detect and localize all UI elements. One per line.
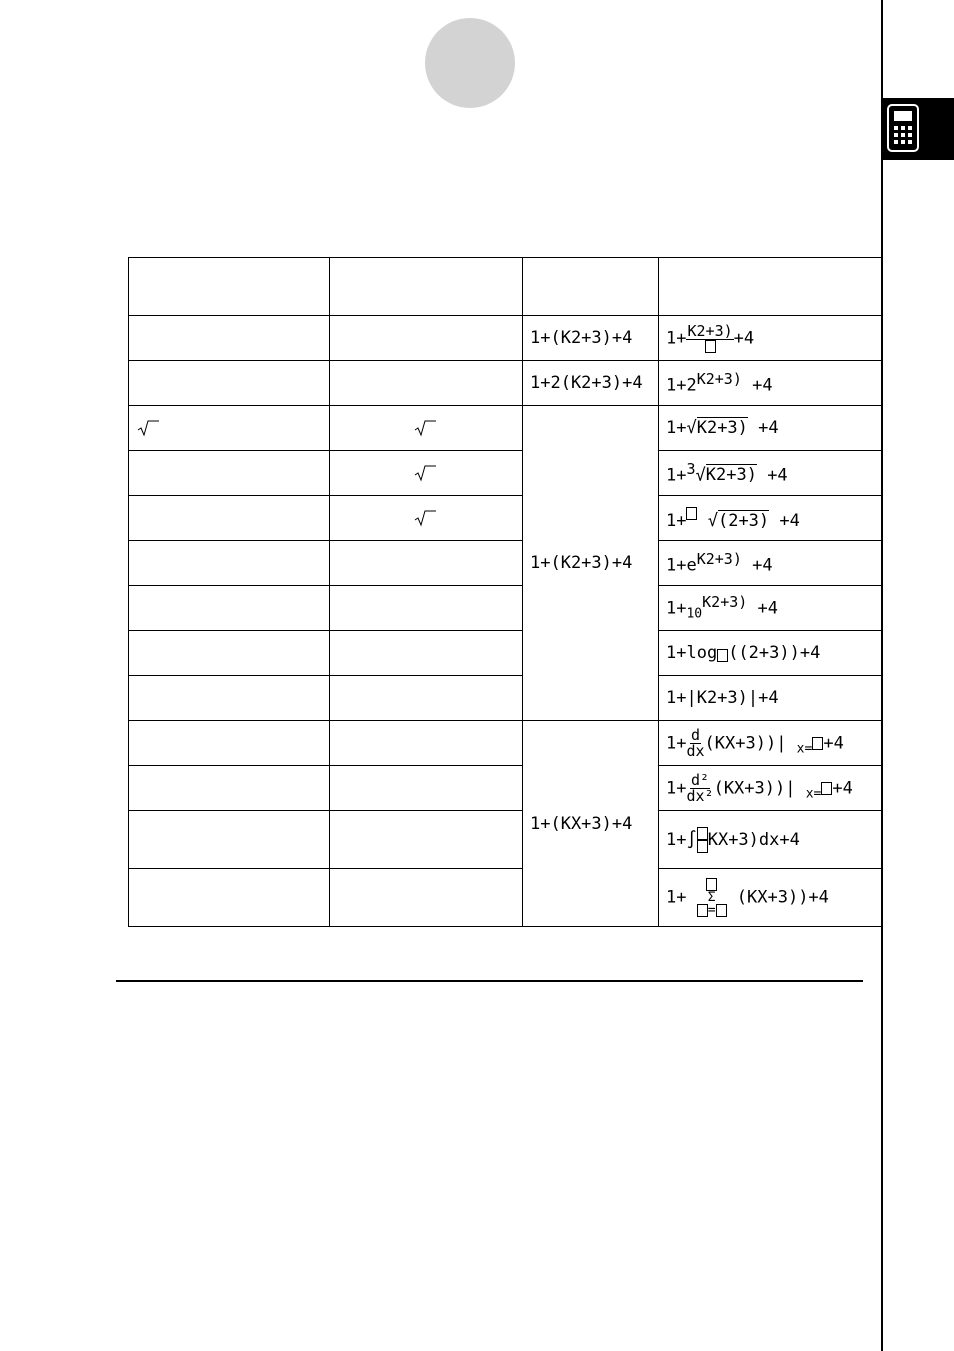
- reference-table: [128, 257, 882, 927]
- input-expression: 1+(K2+3)+4: [523, 406, 659, 721]
- table-row: [129, 811, 882, 869]
- input-expression: 1+(K2+3)+4: [523, 316, 659, 361]
- calculator-icon: [887, 104, 919, 152]
- root-icon: [414, 419, 438, 437]
- input-expression: 1+2(K2+3)+4: [523, 361, 659, 406]
- display-sqrt: 1+√K2+3) +4: [659, 406, 882, 451]
- table-row: [129, 766, 882, 811]
- table-row: [129, 496, 882, 541]
- chapter-marker: [425, 18, 515, 108]
- input-expression: 1+(KX+3)+4: [523, 721, 659, 927]
- display-summation: 1+ Σ = (KX+3))+4: [659, 869, 882, 927]
- table-row: [129, 451, 882, 496]
- display-log: 1+log ((2+3))+4: [659, 631, 882, 676]
- table-row: [129, 869, 882, 927]
- table-row: [129, 676, 882, 721]
- display-power: $1+2^{K2+3)} +4$: [659, 361, 882, 406]
- table-row: [129, 631, 882, 676]
- display-integral: 1+∫ KX+3)dx+4: [659, 811, 882, 869]
- display-derivative: 1+ $\frac{d}{dx}$ (KX+3))| $_{x=}$ +4: [659, 721, 882, 766]
- table-header-row: [129, 258, 882, 316]
- table-row: [129, 406, 882, 451]
- display-ten-power: $1+_{10}^{K2+3)} +4$: [659, 586, 882, 631]
- bottom-rule: [116, 980, 863, 982]
- table-row: [129, 541, 882, 586]
- root-icon: [137, 419, 161, 437]
- display-nth-root: 1+ √(2+3) +4: [659, 496, 882, 541]
- table-row: [129, 721, 882, 766]
- side-tab: [882, 98, 954, 160]
- table-row: [129, 361, 882, 406]
- display-second-derivative: 1+ $\frac{\text{d²}}{\text{dx²}}$ (KX+3))| $_{x=}$ +4: [659, 766, 882, 811]
- table-row: [129, 586, 882, 631]
- display-abs: 1+|K2+3)|+4: [659, 676, 882, 721]
- display-cube-root: 1+$^3$√K2+3) +4: [659, 451, 882, 496]
- root-icon: [414, 509, 438, 527]
- display-exp: $1+e^{K2+3)} +4$: [659, 541, 882, 586]
- table-row: [129, 316, 882, 361]
- display-fraction: 1+ K2+3) +4: [659, 316, 882, 361]
- root-icon: [414, 464, 438, 482]
